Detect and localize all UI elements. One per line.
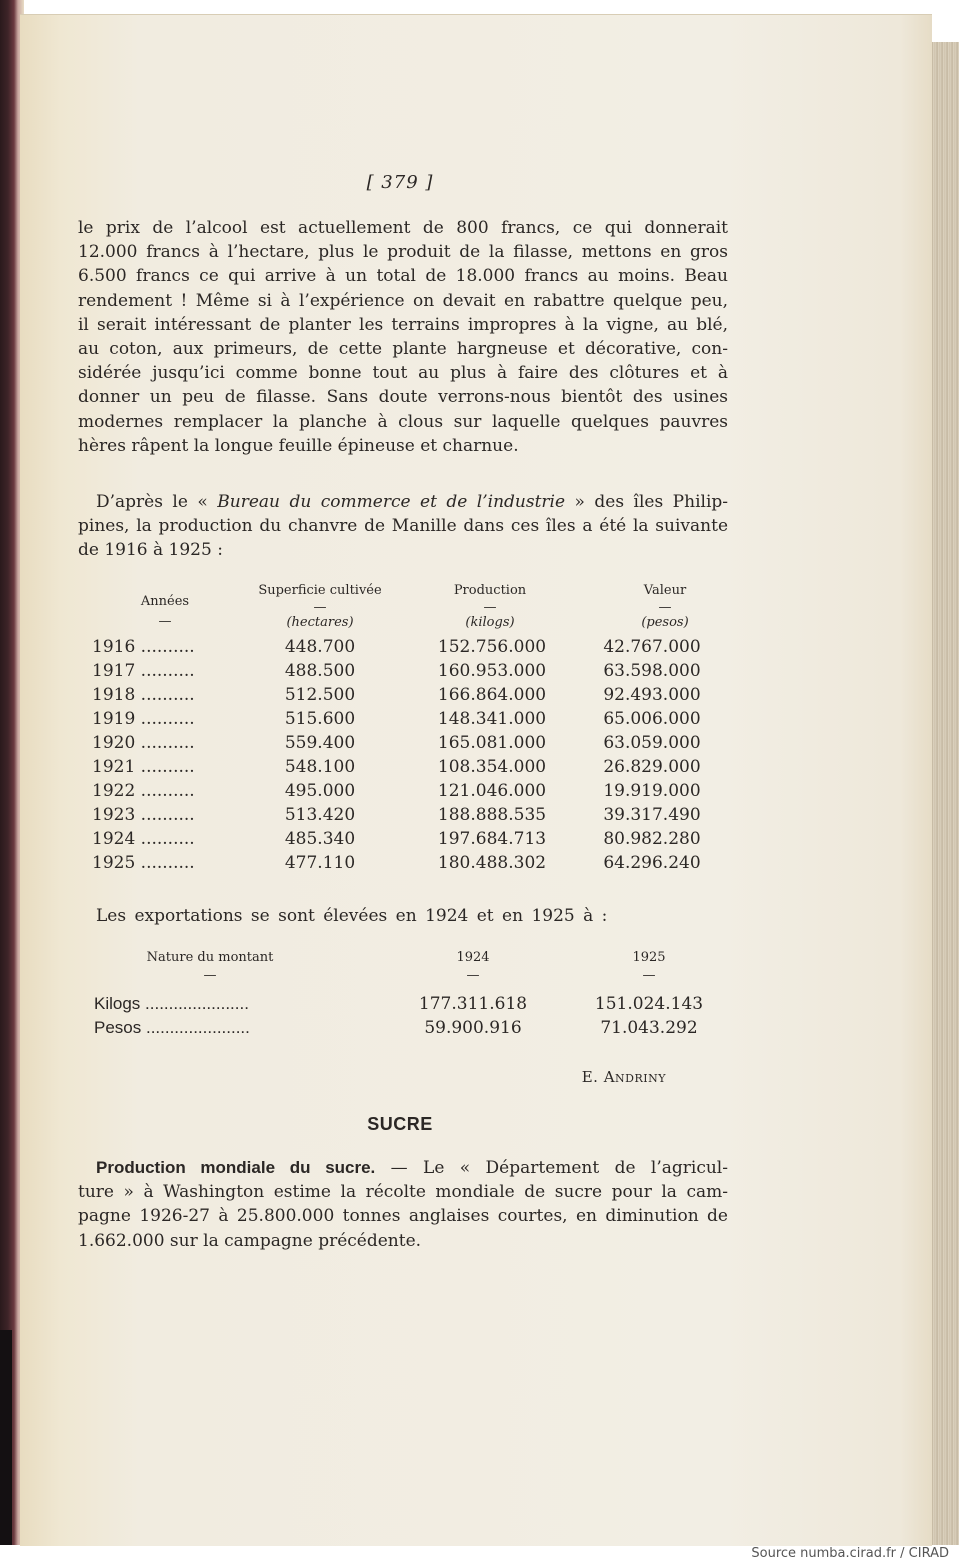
paragraph-sugar [78, 1156, 728, 1253]
text-line: donner un peu de filasse. Sans doute verrons-nous bientôt des usines [78, 387, 728, 408]
unit-hectares: (hectares) [286, 615, 354, 630]
header-surface: Superficie cultivée [258, 583, 382, 598]
cell-1925: 151.024.143 [594, 994, 704, 1014]
cell-label: Kilogs ...................... [94, 994, 249, 1013]
table-row [92, 637, 732, 661]
text-line: sidérée jusqu’ici comme bonne tout au plus à faire des clôtures et à [78, 363, 728, 384]
text-line: pagne 1926-27 à 25.800.000 tonnes anglaises courtes, en diminution de [78, 1206, 728, 1227]
table-row [94, 994, 734, 1018]
paragraph-agave [78, 216, 728, 458]
text-line [78, 1156, 728, 1180]
text-line [78, 490, 728, 514]
cell-surface: 485.340 [284, 829, 356, 849]
page-number: [ 379 ] [366, 172, 434, 193]
cell-1924: 177.311.618 [418, 994, 528, 1014]
cell-1925: 71.043.292 [600, 1018, 698, 1038]
cell-production: 188.888.535 [437, 805, 547, 825]
section-title: SUCRE [367, 1114, 433, 1134]
cell-surface: 448.700 [284, 637, 356, 657]
table-row [92, 829, 732, 853]
cell-surface: 488.500 [284, 661, 356, 681]
header-dash: — [203, 968, 217, 983]
cell-production: 152.756.000 [437, 637, 547, 657]
cell-value: 80.982.280 [603, 829, 701, 849]
text-line: 12.000 francs à l’hectare, plus le produit de la filasse, mettons en gros [78, 242, 728, 263]
paragraph-manila-hemp [78, 490, 728, 563]
cell-year: 1917 .......... [92, 661, 195, 681]
cell-surface: 477.110 [284, 853, 356, 873]
bureau-name: Bureau du commerce et de l’industrie [217, 492, 566, 512]
text-line: ture » à Washington estime la récolte mondiale de sucre pour la cam- [78, 1182, 728, 1203]
text-line: au coton, aux primeurs, de cette plante hargneuse et décorative, con- [78, 339, 728, 360]
cell-year: 1916 .......... [92, 637, 195, 657]
cell-surface: 512.500 [284, 685, 356, 705]
cell-year: 1918 .......... [92, 685, 195, 705]
table-row [92, 853, 732, 877]
cell-value: 26.829.000 [603, 757, 701, 777]
text-line: hères râpent la longue feuille épineuse et charnue. [78, 435, 519, 456]
cell-production: 197.684.713 [437, 829, 547, 849]
cell-1924: 59.900.916 [424, 1018, 522, 1038]
cell-year: 1919 .......... [92, 709, 195, 729]
text-segment: » des îles Philip- [565, 492, 728, 512]
header-dash: — [313, 600, 327, 615]
header-1925: 1925 [632, 950, 666, 965]
unit-pesos: (pesos) [641, 615, 689, 630]
unit-kilogs: (kilogs) [465, 615, 515, 630]
text-line: 1.662.000 sur la campagne précédente. [78, 1230, 422, 1251]
cell-year: 1925 .......... [92, 853, 195, 873]
cell-year: 1923 .......... [92, 805, 195, 825]
cell-value: 92.493.000 [603, 685, 701, 705]
table-row [92, 781, 732, 805]
paragraph-lead: Production mondiale du sucre. [96, 1158, 376, 1177]
cell-value: 65.006.000 [603, 709, 701, 729]
table-row [92, 757, 732, 781]
cell-value: 64.296.240 [603, 853, 701, 873]
exports-sentence: Les exportations se sont élevées en 1924 et en 1925 à : [96, 906, 608, 926]
cell-value: 63.598.000 [603, 661, 701, 681]
header-value: Valeur [643, 583, 687, 598]
source-credit: Source numba.cirad.fr / CIRAD [751, 1546, 949, 1561]
text-line: de 1916 à 1925 : [78, 540, 223, 561]
cell-value: 19.919.000 [603, 781, 701, 801]
text-segment: D’après le « [96, 492, 218, 512]
cell-surface: 559.400 [284, 733, 356, 753]
header-dash: — [642, 968, 656, 983]
header-1924: 1924 [456, 950, 490, 965]
header-dash: — [483, 600, 497, 615]
cell-surface: 495.000 [284, 781, 356, 801]
header-dash: — [158, 614, 172, 629]
cell-surface: 548.100 [284, 757, 356, 777]
cell-value: 63.059.000 [603, 733, 701, 753]
header-dash: — [466, 968, 480, 983]
cell-value: 42.767.000 [603, 637, 701, 657]
header-production: Production [453, 583, 527, 598]
cell-production: 108.354.000 [437, 757, 547, 777]
text-line: modernes remplacer la planche à clous sur laquelle quelques pauvres [78, 411, 728, 432]
text-line: rendement ! Même si à l’expérience on devait en rabattre quelque peu, [78, 290, 728, 311]
cell-surface: 515.600 [284, 709, 356, 729]
cell-production: 180.488.302 [437, 853, 547, 873]
cell-production: 121.046.000 [437, 781, 547, 801]
cell-label: Pesos ...................... [94, 1018, 250, 1037]
text-line: le prix de l’alcool est actuellement de 800 francs, ce qui donnerait [78, 218, 728, 238]
header-years: Années [140, 594, 190, 609]
cell-production: 160.953.000 [437, 661, 547, 681]
cell-production: 165.081.000 [437, 733, 547, 753]
cell-year: 1921 .......... [92, 757, 195, 777]
table-row [92, 733, 732, 757]
text-line: pines, la production du chanvre de Manille dans ces îles a été la suivante [78, 516, 728, 537]
cell-value: 39.317.490 [603, 805, 701, 825]
table-row [92, 685, 732, 709]
cell-year: 1924 .......... [92, 829, 195, 849]
text-line: il serait intéressant de planter les terrains impropres à la vigne, au blé, [78, 314, 728, 335]
cell-production: 166.864.000 [437, 685, 547, 705]
author-signature: E. Andriny [581, 1068, 666, 1086]
text-line: 6.500 francs ce qui arrive à un total de 18.000 francs au moins. Beau [78, 266, 728, 287]
cell-surface: 513.420 [284, 805, 356, 825]
table-row [92, 709, 732, 733]
cell-year: 1922 .......... [92, 781, 195, 801]
table-row [92, 805, 732, 829]
table-row [94, 1018, 734, 1042]
header-nature: Nature du montant [146, 950, 274, 965]
text-segment: — Le « Département de l’agricul- [375, 1158, 728, 1178]
header-dash: — [658, 600, 672, 615]
cell-production: 148.341.000 [437, 709, 547, 729]
table-row [92, 661, 732, 685]
cell-year: 1920 .......... [92, 733, 195, 753]
